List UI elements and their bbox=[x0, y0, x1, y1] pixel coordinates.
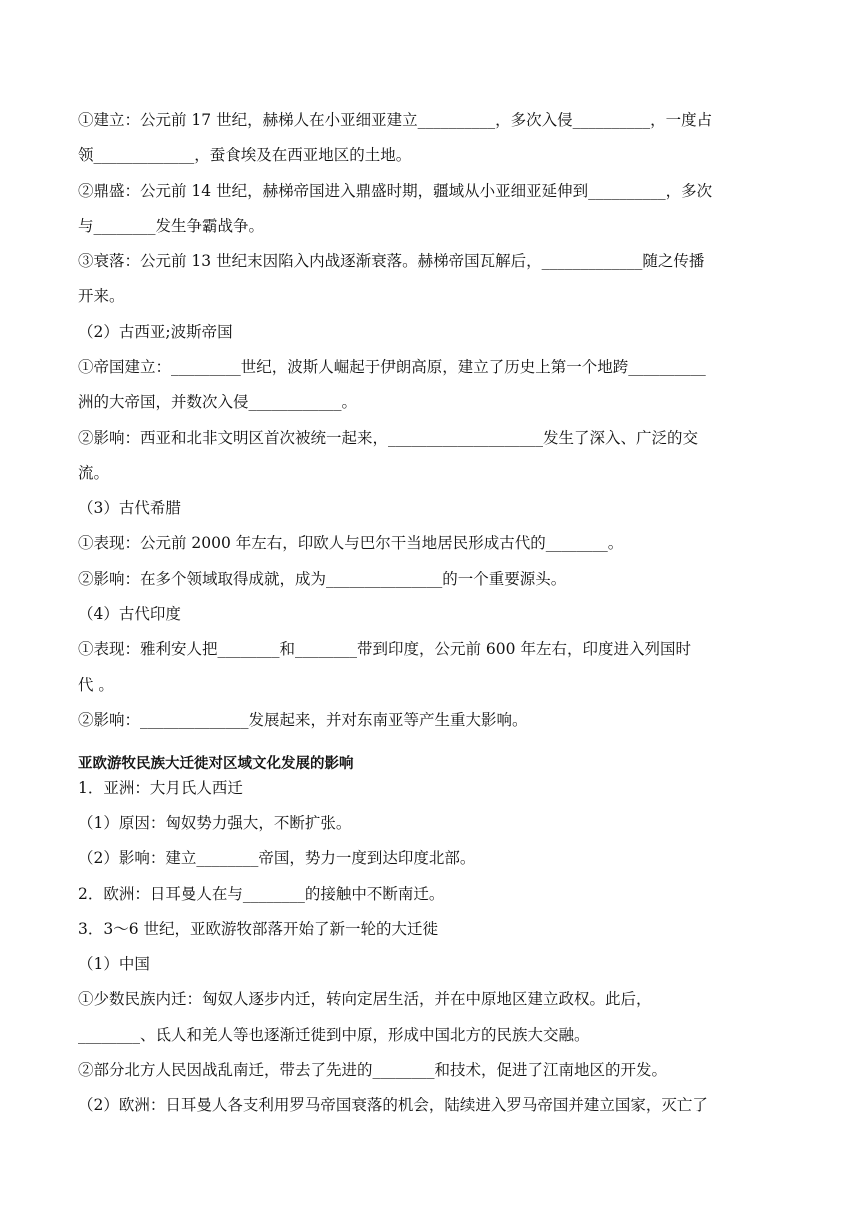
section-subheading: （4）古代印度 bbox=[78, 605, 181, 623]
text-line: ①少数民族内迁：匈奴人逐步内迁，转向定居生活，并在中原地区建立政权。此后， bbox=[78, 990, 652, 1008]
text-line: ②鼎盛：公元前 14 世纪，赫梯帝国进入鼎盛时期，疆域从小亚细亚延伸到__________，多次 bbox=[78, 182, 713, 200]
text-line: 流。 bbox=[78, 464, 110, 482]
text-line: 洲的大帝国，并数次入侵____________。 bbox=[78, 393, 358, 411]
text-line: ②影响：西亚和北非文明区首次被统一起来，____________________发生了深入、广泛的交 bbox=[78, 429, 699, 447]
text-line: ②部分北方人民因战乱南迁，带去了先进的________和技术，促进了江南地区的开发。 bbox=[78, 1061, 668, 1079]
text-line: 领_____________，蚕食埃及在西亚地区的土地。 bbox=[78, 146, 412, 164]
text-line: 与________发生争霸战争。 bbox=[78, 217, 265, 235]
text-line: 3．3～6 世纪，亚欧游牧部落开始了新一轮的大迁徙 bbox=[78, 920, 439, 938]
text-line: （1）原因：匈奴势力强大，不断扩张。 bbox=[78, 814, 352, 832]
text-line: ①帝国建立：_________世纪，波斯人崛起于伊朗高原，建立了历史上第一个地跨__________ bbox=[78, 358, 706, 376]
section-subheading: （1）中国 bbox=[78, 955, 150, 973]
section-heading: 亚欧游牧民族大迁徙对区域文化发展的影响 bbox=[78, 755, 354, 772]
text-line: （2）欧洲：日耳曼人各支利用罗马帝国衰落的机会，陆续进入罗马帝国并建立国家，灭亡了 bbox=[78, 1096, 708, 1114]
text-line: 1．亚洲：大月氏人西迁 bbox=[78, 779, 243, 797]
text-line: 代 。 bbox=[78, 676, 114, 694]
text-line: 2．欧洲：日耳曼人在与________的接触中不断南迁。 bbox=[78, 885, 445, 903]
section-subheading: （2）古西亚;波斯帝国 bbox=[78, 323, 233, 341]
text-line: ②影响：在多个领域取得成就，成为_______________的一个重要源头。 bbox=[78, 570, 567, 588]
text-line: ①表现：雅利安人把________和________带到印度，公元前 600 年左右，印度进入列国时 bbox=[78, 640, 691, 658]
text-line: ________、氐人和羌人等也逐渐迁徙到中原，形成中国北方的民族大交融。 bbox=[78, 1026, 590, 1044]
text-line: （2）影响：建立________帝国，势力一度到达印度北部。 bbox=[78, 849, 476, 867]
text-line: ①表现：公元前 2000 年左右，印欧人与巴尔干当地居民形成古代的________。 bbox=[78, 534, 624, 552]
text-line: ①建立：公元前 17 世纪，赫梯人在小亚细亚建立__________，多次入侵__________，一度占 bbox=[78, 111, 713, 129]
section-subheading: （3）古代希腊 bbox=[78, 499, 181, 517]
text-line: 开来。 bbox=[78, 287, 125, 305]
text-line: ③衰落：公元前 13 世纪末因陷入内战逐渐衰落。赫梯帝国瓦解后，_____________随之传播 bbox=[78, 252, 705, 270]
text-line: ②影响：______________发展起来，并对东南亚等产生重大影响。 bbox=[78, 711, 528, 729]
